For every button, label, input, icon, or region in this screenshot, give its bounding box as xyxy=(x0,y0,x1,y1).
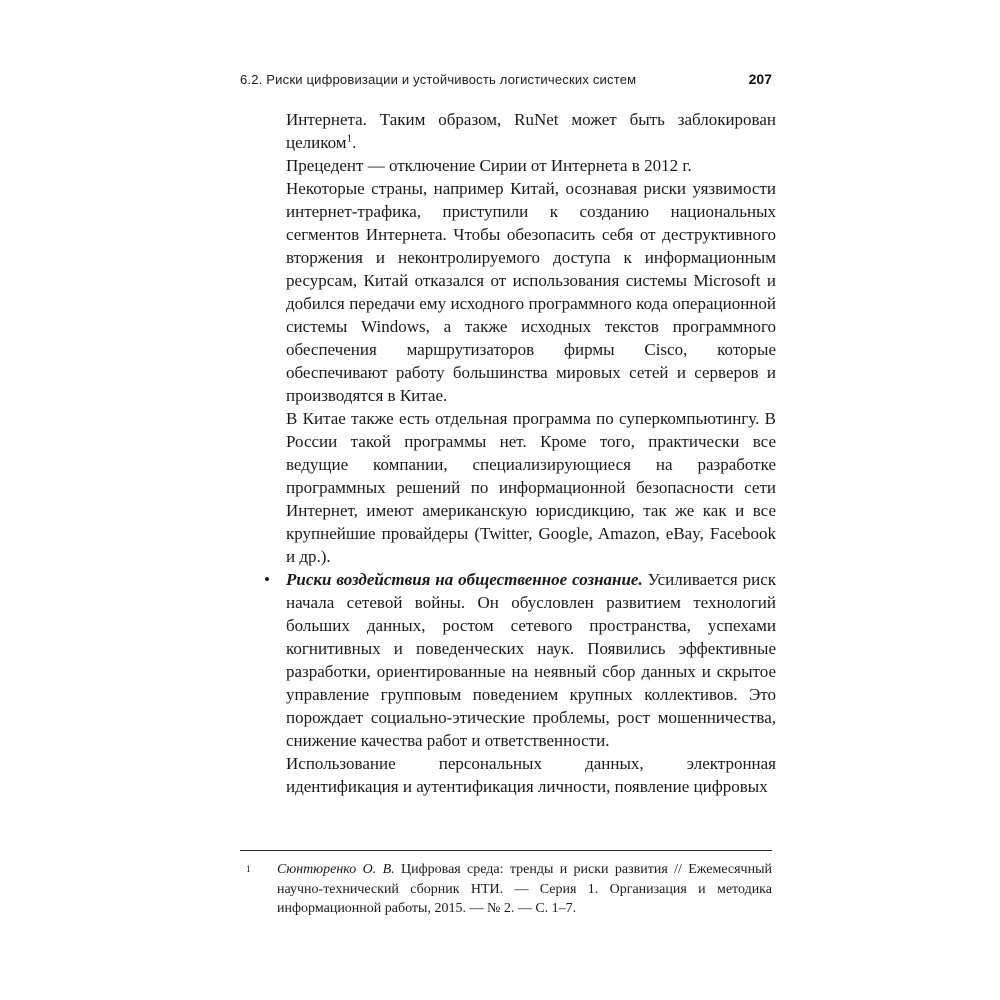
page-number: 207 xyxy=(748,71,772,87)
footnote-ref: 1 xyxy=(346,132,353,145)
paragraph-runet xyxy=(286,108,776,154)
footnote-rule xyxy=(240,850,772,851)
paragraph-personal-data: Использование персональных данных, электронная идентификация и аутентификация личности, появление цифровых xyxy=(286,754,776,796)
footnote-author: Сюнтюренко О. В. xyxy=(277,862,395,877)
paragraph-runet-text: Интернета. Таким образом, RuNet может быть заблокирован целиком xyxy=(286,110,776,152)
paragraph-supercomputing: В Китае также есть отдельная программа по суперкомпьютингу. В России такой программы нет. Кроме того, практически все ведущие компании, специализирующиеся на разработке программных решений по информационной безопасности сети Интернет, имеют американскую юрисдикцию, так же как и все крупнейшие провайдеры (Twitter, Google, Amazon, eBay, Facebook и др.). xyxy=(286,409,776,566)
running-head xyxy=(240,71,772,87)
paragraph-precedent: Прецедент — отключение Сирии от Интернета в 2012 г. xyxy=(286,156,692,175)
page-body xyxy=(264,108,777,798)
bullet-text: Усиливается риск начала сетевой войны. Он обусловлен развитием технологий больших данных, ростом сетевого пространства, успехами когнитивных и поведенческих наук. Появились эффективные разработки, ориентированные на неявный сбор данных и скрытое управление групповым поведением крупных коллективов. Это порождает социально-этические проблемы, рост мошенничества, снижение качества работ и ответственности. xyxy=(286,570,777,750)
footnote-text xyxy=(240,860,772,919)
bullet-lead: Риски воздействия на общественное сознание. xyxy=(286,570,643,589)
footnote-block xyxy=(240,850,772,919)
footnote-citation: Цифровая среда: тренды и риски развития // Ежемесячный научно-технический сборник НТИ. — Серия 1. Организация и методика информационной работы, 2015. — № 2. — С. 1–7. xyxy=(277,862,772,916)
running-title: 6.2. Риски цифровизации и устойчивость логистических систем xyxy=(240,72,637,87)
paragraph-china-segments: Некоторые страны, например Китай, осознавая риски уязвимости интернет-трафика, приступили к созданию национальных сегментов Интернета. Чтобы обезопасить себя от деструктивного вторжения и неконтролируемого доступа к информационным ресурсам, Китай отказался от использования системы Microsoft и добился передачи ему исходного программного кода операционной системы Windows, а также исходных текстов программного обеспечения маршрутизаторов фирмы Cisco, которые обеспечивают работу большинства мировых сетей и серверов и производятся в Китае. xyxy=(286,179,776,405)
bullet-icon: • xyxy=(264,570,270,589)
footnote-marker: 1 xyxy=(246,865,251,875)
bullet-item-public-consciousness xyxy=(264,568,777,752)
paragraph-runet-tail: . xyxy=(352,133,357,152)
